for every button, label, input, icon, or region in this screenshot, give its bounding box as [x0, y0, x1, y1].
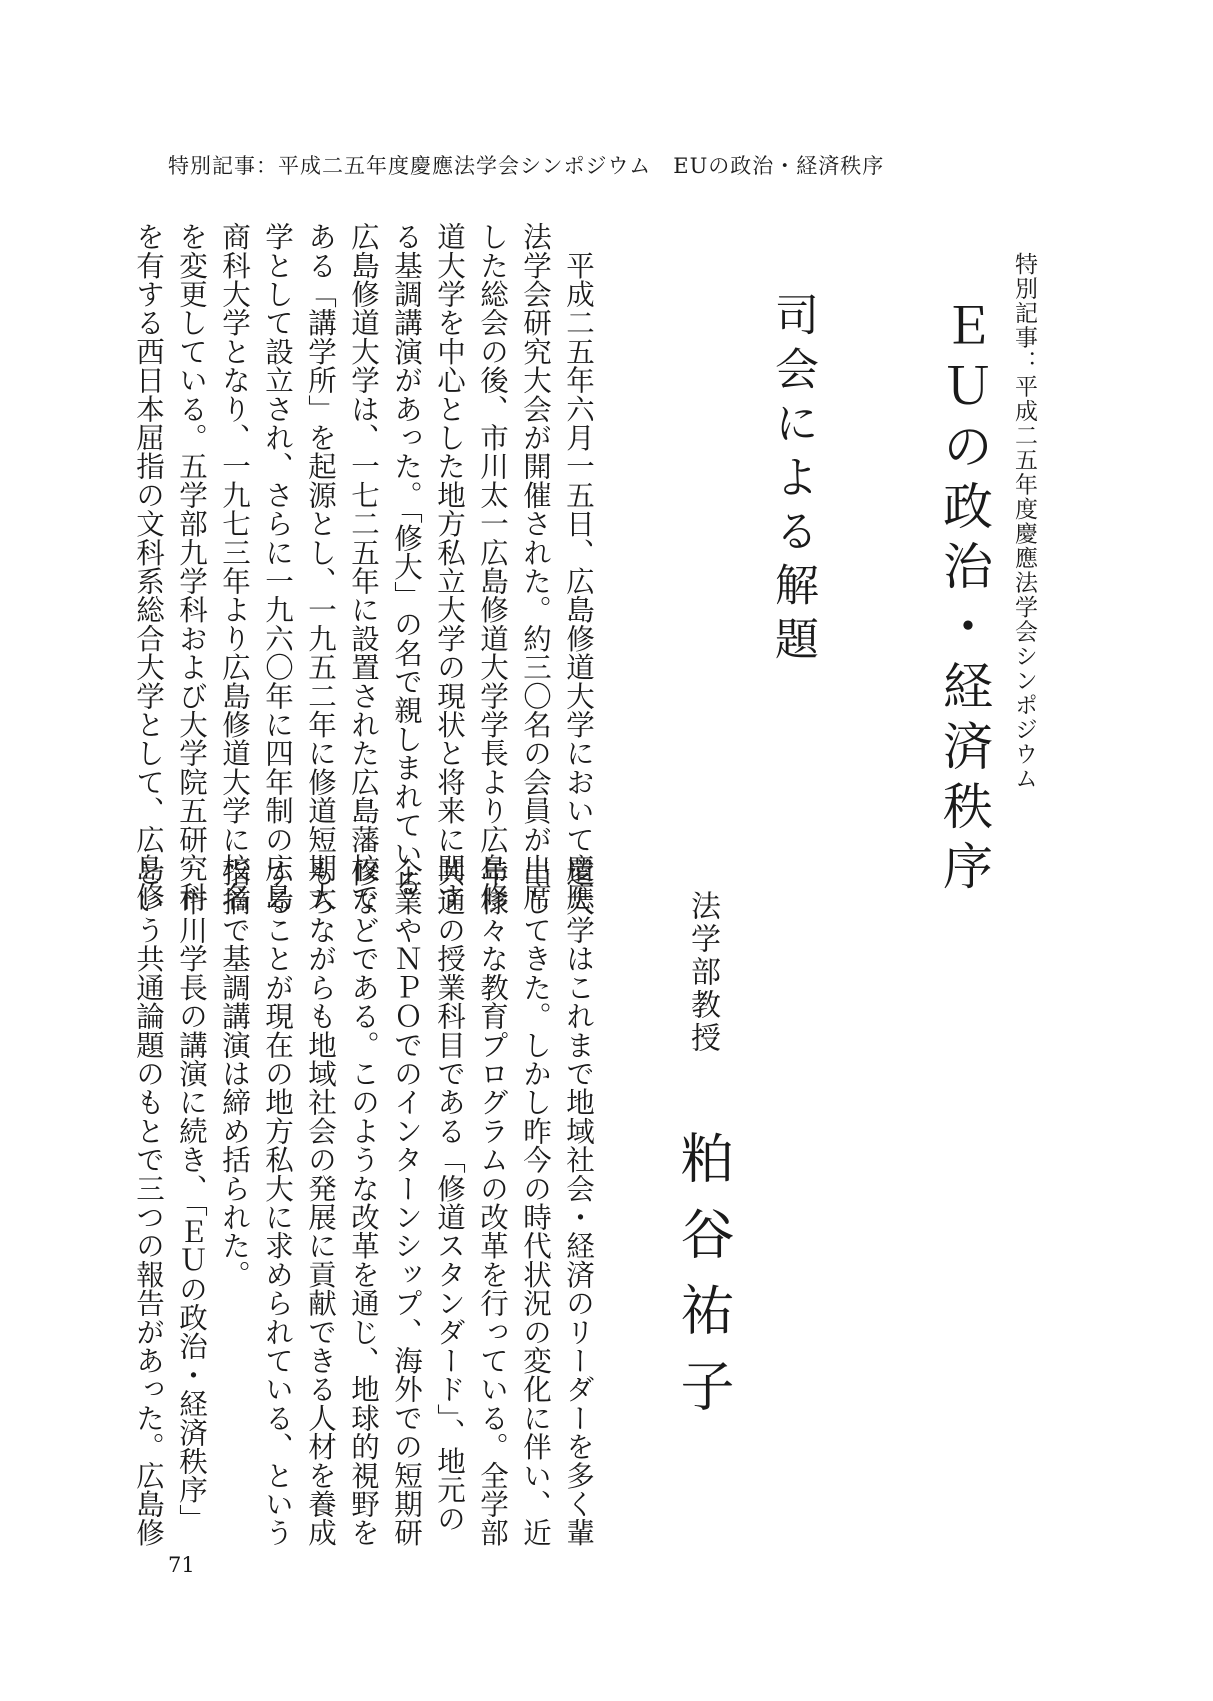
text-line: 指摘で基調講演は締め括られた。 — [218, 858, 251, 1289]
body-text-lower — [132, 858, 600, 1547]
text-line: る基調講演があった。「修大」の名で親しまれている — [390, 222, 423, 897]
author-affiliation: 法学部教授 — [685, 890, 720, 1055]
sub-title: 司会による解題 — [767, 292, 818, 670]
text-line: 市川学長の講演に続き、「ＥＵの政治・経済秩序」 — [175, 858, 208, 1533]
text-line: 道大学を中心とした地方私立大学の現状と将来に関す — [433, 222, 466, 911]
text-line: 平成二五年六月一五日、広島修道大学において慶應 — [562, 222, 595, 911]
text-line: 道大学はこれまで地域社会・経済のリーダーを多く輩 — [562, 858, 595, 1547]
text-line: 学として設立され、さらに一九六〇年に四年制の広島 — [261, 222, 294, 911]
text-line: を変更している。五学部九学科および大学院五研究科 — [175, 222, 208, 911]
body-text-upper — [132, 222, 600, 911]
text-line: 出してきた。しかし昨今の時代状況の変化に伴い、近 — [519, 858, 552, 1547]
text-line: ある「講学所」を起源とし、一九五二年に修道短期大 — [304, 222, 337, 911]
text-line: を有する西日本屈指の文科系総合大学として、広島修 — [132, 222, 165, 911]
running-header: 特別記事：平成二五年度慶應法学会シンポジウム EUの政治・経済秩序 — [168, 154, 885, 178]
text-line: 法学会研究大会が開催された。約三〇名の会員が出席 — [519, 222, 552, 911]
text-line: 年様々な教育プログラムの改革を行っている。全学部 — [476, 858, 509, 1547]
text-line: もちながらも地域社会の発展に貢献できる人材を養成 — [304, 858, 337, 1547]
series-title: 特別記事：平成二五年度慶應法学会シンポジウム — [1011, 252, 1037, 791]
text-line: 共通の授業科目である「修道スタンダード」、地元の — [433, 858, 466, 1533]
page-number: 71 — [168, 1553, 195, 1577]
text-line: 広島修道大学は、一七二五年に設置された広島藩校で — [347, 222, 380, 911]
author-name: 粕谷祐子 — [672, 1130, 735, 1434]
text-line: することが現在の地方私大に求められている、という — [261, 858, 294, 1547]
text-line: した総会の後、市川太一広島修道大学学長より広島修 — [476, 222, 509, 911]
text-line: 企業やＮＰＯでのインターンシップ、海外での短期研 — [390, 858, 423, 1547]
text-line: 修などである。このような改革を通じ、地球的視野を — [347, 858, 380, 1547]
text-line: 商科大学となり、一九七三年より広島修道大学に校名 — [218, 222, 251, 911]
main-title: ＥＵの政治・経済秩序 — [935, 300, 993, 900]
text-line: という共通論題のもとで三つの報告があった。広島修 — [132, 858, 165, 1547]
